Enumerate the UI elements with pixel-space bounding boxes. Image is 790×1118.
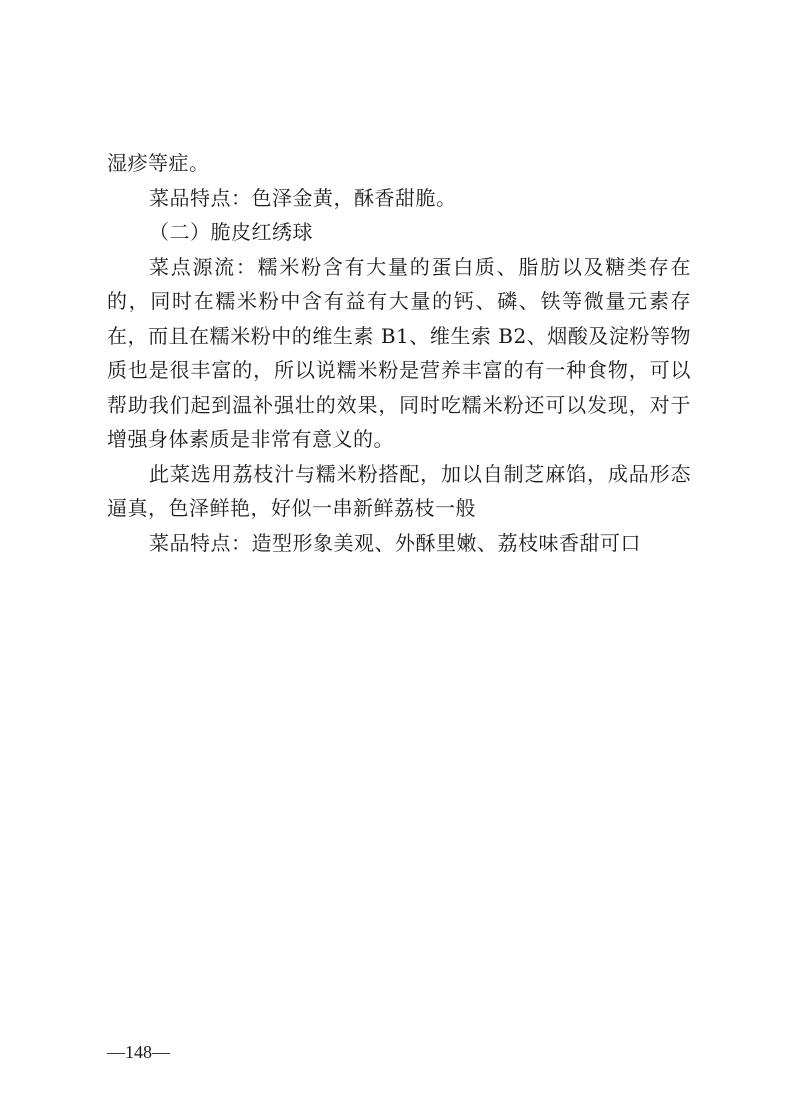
- section-heading: （二）脆皮红绣球: [149, 220, 313, 244]
- paragraph-dish-description: 此菜选用荔枝汁与糯米粉搭配，加以自制芝麻馅，成品形态逼真，色泽鲜艳，好似一串新鲜荔枝一般: [107, 461, 691, 520]
- paragraph-dish-features-2: 菜品特点：造型形象美观、外酥里嫩、荔枝味香甜可口: [149, 530, 641, 555]
- paragraph-dish-features-1: 菜品特点：色泽金黄，酥香甜脆。: [149, 185, 457, 210]
- paragraph-continuation: 湿疹等症。: [107, 151, 210, 175]
- page-body: [107, 146, 691, 560]
- paragraph-dish-origin: 菜点源流：糯米粉含有大量的蛋白质、脂肪以及糖类存在的，同时在糯米粉中含有益有大量的钙、磷、铁等微量元素存在，而且在糯米粉中的维生素 B1、维生索 B2、烟酸及淀粉等物质也是很丰富的，所以说糯米粉是营养丰富的有一种食物，可以帮助我们起到温补强壮的效果，同时吃糯米粉还可以发现，对于增强身体素质是非常有意义的。: [107, 254, 691, 451]
- page-number: —148—: [107, 1042, 170, 1062]
